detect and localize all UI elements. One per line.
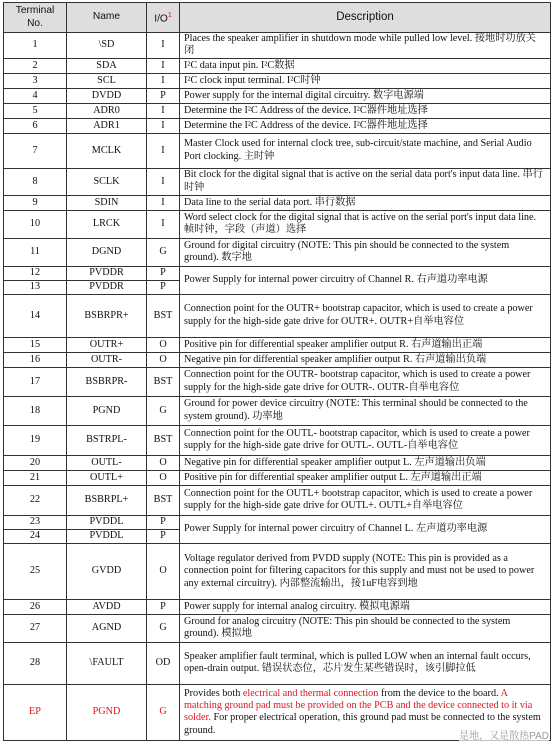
pin-io: O	[147, 337, 180, 352]
desc-highlight: A matching ground pad must be provided on the PCB and the device connected to it via solder.	[184, 687, 533, 724]
watermark-text: 是地，又是散热PAD	[459, 727, 549, 742]
pin-description: Determine the I²C Address of the device. I²C器件地址选择	[180, 118, 551, 133]
pin-rows	[4, 33, 551, 741]
pin-io: P	[147, 280, 180, 294]
pin-terminal-no: 9	[4, 195, 67, 210]
desc-part: Provides both	[184, 687, 243, 699]
header-description: Description	[180, 3, 551, 33]
pin-io: P	[147, 529, 180, 543]
pin-terminal-no: 26	[4, 599, 67, 614]
pin-name: OUTL-	[67, 455, 147, 470]
pin-description: Voltage regulator derived from PVDD supply (NOTE: This pin is provided as a connection point for filtering capacitors for this supply and must not be used to power any external circuitry). 内部整流输出，接1uF电容到地	[180, 543, 551, 599]
pin-description: Places the speaker amplifier in shutdown mode while pulled low level. 接地时功放关闭	[180, 33, 551, 59]
table-row	[4, 396, 551, 425]
pin-io: P	[147, 515, 180, 529]
table-row	[4, 455, 551, 470]
pin-terminal-no: 24	[4, 529, 67, 543]
header-io-label: I/O	[154, 12, 168, 24]
pin-terminal-no: 16	[4, 352, 67, 367]
pin-name: BSBRPR-	[67, 367, 147, 396]
pin-io: P	[147, 266, 180, 280]
desc-part: For proper electrical operation, this ground pad must be connected to the system ground.	[184, 712, 541, 736]
table-row	[4, 543, 551, 599]
table-row	[4, 168, 551, 195]
pin-description: Negative pin for differential speaker amplifier output R. 右声道输出负端	[180, 352, 551, 367]
pin-io: BST	[147, 294, 180, 337]
table-row	[4, 266, 551, 280]
pin-io: BST	[147, 367, 180, 396]
pin-terminal-no: 25	[4, 543, 67, 599]
table-row	[4, 88, 551, 103]
pin-terminal-no: 7	[4, 133, 67, 168]
table-header-row	[4, 3, 551, 33]
table-row	[4, 642, 551, 684]
pin-io: I	[147, 168, 180, 195]
pin-name: BSTRPL-	[67, 425, 147, 455]
pin-terminal-no: 6	[4, 118, 67, 133]
header-terminal-no: Terminal No.	[4, 3, 67, 33]
pin-name: BSBRPR+	[67, 294, 147, 337]
pin-description: Positive pin for differential speaker amplifier output L. 左声道输出正端	[180, 470, 551, 485]
pin-terminal-no: 27	[4, 614, 67, 642]
pin-io: I	[147, 33, 180, 59]
pin-description: Master Clock used for internal clock tree, sub-circuit/state machine, and Serial Audio Port clocking. 主时钟	[180, 133, 551, 168]
pin-io: G	[147, 396, 180, 425]
pin-io: O	[147, 352, 180, 367]
pin-name: BSBRPL+	[67, 485, 147, 515]
table-row	[4, 515, 551, 529]
pin-io: BST	[147, 425, 180, 455]
pin-name: AVDD	[67, 599, 147, 614]
pin-name: SDA	[67, 58, 147, 73]
pin-name: PGND	[67, 396, 147, 425]
table-row	[4, 133, 551, 168]
pin-description: Speaker amplifier fault terminal, which is pulled LOW when an internal fault occurs, open-drain output. 错误状态位，芯片发生某些错误时，该引脚拉低	[180, 642, 551, 684]
table-row	[4, 599, 551, 614]
pin-terminal-no: 3	[4, 73, 67, 88]
header-name: Name	[67, 3, 147, 33]
pin-terminal-no: 2	[4, 58, 67, 73]
pin-name: SCL	[67, 73, 147, 88]
header-io	[147, 3, 180, 33]
pin-name: \SD	[67, 33, 147, 59]
pin-io: P	[147, 599, 180, 614]
pin-terminal-no: 20	[4, 455, 67, 470]
pin-io: I	[147, 195, 180, 210]
pin-name: LRCK	[67, 210, 147, 238]
pin-name: OUTR+	[67, 337, 147, 352]
pin-description: Word select clock for the digital signal that is active on the serial port's input data line. 帧时钟，字段（声道）选择	[180, 210, 551, 238]
pin-name: \FAULT	[67, 642, 147, 684]
pin-name: PGND	[67, 684, 147, 740]
pin-description-table	[3, 2, 551, 741]
table-row	[4, 33, 551, 59]
pin-terminal-no: 1	[4, 33, 67, 59]
table-row	[4, 73, 551, 88]
pin-name: OUTR-	[67, 352, 147, 367]
pin-terminal-no: 23	[4, 515, 67, 529]
pin-io: I	[147, 103, 180, 118]
pin-description: Ground for digital circuitry (NOTE: This pin should be connected to the system ground). 数字地	[180, 238, 551, 266]
pin-description: Bit clock for the digital signal that is active on the serial data port's input data line. 串行时钟	[180, 168, 551, 195]
pin-io: I	[147, 58, 180, 73]
pin-terminal-no: EP	[4, 684, 67, 740]
pin-terminal-no: 8	[4, 168, 67, 195]
pin-name: PVDDL	[67, 529, 147, 543]
pin-io: OD	[147, 642, 180, 684]
pin-name: SCLK	[67, 168, 147, 195]
pin-name: PVDDR	[67, 266, 147, 280]
pin-name: ADR0	[67, 103, 147, 118]
pin-terminal-no: 17	[4, 367, 67, 396]
pin-io: G	[147, 614, 180, 642]
pin-name: MCLK	[67, 133, 147, 168]
table-row	[4, 337, 551, 352]
desc-part: from the device to the board.	[378, 687, 501, 699]
table-row	[4, 425, 551, 455]
pin-terminal-no: 10	[4, 210, 67, 238]
table-row	[4, 103, 551, 118]
pin-io: BST	[147, 485, 180, 515]
pin-io: O	[147, 543, 180, 599]
pin-terminal-no: 18	[4, 396, 67, 425]
pin-name: PVDDL	[67, 515, 147, 529]
header-io-footnote: 1	[167, 11, 172, 19]
pin-terminal-no: 4	[4, 88, 67, 103]
pin-terminal-no: 12	[4, 266, 67, 280]
pin-io: O	[147, 470, 180, 485]
pin-description: Connection point for the OUTR+ bootstrap capacitor, which is used to create a power supply for the high-side gate drive for OUTR+. OUTR+自举电容位	[180, 294, 551, 337]
table-row	[4, 238, 551, 266]
pin-terminal-no: 21	[4, 470, 67, 485]
pin-io: I	[147, 133, 180, 168]
pin-terminal-no: 19	[4, 425, 67, 455]
pin-io: G	[147, 238, 180, 266]
pin-description: Positive pin for differential speaker amplifier output R. 右声道输出正端	[180, 337, 551, 352]
pin-io: O	[147, 455, 180, 470]
pin-name: SDIN	[67, 195, 147, 210]
table-row	[4, 210, 551, 238]
pin-terminal-no: 13	[4, 280, 67, 294]
pin-terminal-no: 28	[4, 642, 67, 684]
pin-terminal-no: 11	[4, 238, 67, 266]
pin-description: Determine the I²C Address of the device. I²C器件地址选择	[180, 103, 551, 118]
pin-io: I	[147, 118, 180, 133]
pin-description: Data line to the serial data port. 串行数据	[180, 195, 551, 210]
pin-terminal-no: 14	[4, 294, 67, 337]
table-row	[4, 352, 551, 367]
pin-description: Ground for analog circuitry (NOTE: This pin should be connected to the system ground). 模拟地	[180, 614, 551, 642]
pin-name: ADR1	[67, 118, 147, 133]
pin-description: Power supply for internal analog circuitry. 模拟电源端	[180, 599, 551, 614]
pin-name: DGND	[67, 238, 147, 266]
table-row	[4, 58, 551, 73]
table-row	[4, 294, 551, 337]
pin-io: I	[147, 210, 180, 238]
table-row	[4, 614, 551, 642]
pin-description: Negative pin for differential speaker amplifier output L. 左声道输出负端	[180, 455, 551, 470]
pin-description: Connection point for the OUTL- bootstrap capacitor, which is used to create a power supply for the high-side gate drive for OUTL-. OUTL-自举电容位	[180, 425, 551, 455]
pin-name: PVDDR	[67, 280, 147, 294]
pin-name: DVDD	[67, 88, 147, 103]
pin-description: Ground for power device circuitry (NOTE: This terminal should be connected to the system ground). 功率地	[180, 396, 551, 425]
pin-description: Power Supply for internal power circuitry of Channel L. 左声道功率电源	[180, 515, 551, 543]
pin-io: I	[147, 73, 180, 88]
pin-name: OUTL+	[67, 470, 147, 485]
pin-description: I²C data input pin. I²C数据	[180, 58, 551, 73]
pin-terminal-no: 5	[4, 103, 67, 118]
pin-name: GVDD	[67, 543, 147, 599]
table-row	[4, 367, 551, 396]
pin-description: Connection point for the OUTL+ bootstrap capacitor, which is used to create a power supply for the high-side gate drive for OUTL+. OUTL+自举电容位	[180, 485, 551, 515]
pin-io: P	[147, 88, 180, 103]
pin-description: Power supply for the internal digital circuitry. 数字电源端	[180, 88, 551, 103]
pin-terminal-no: 15	[4, 337, 67, 352]
pin-terminal-no: 22	[4, 485, 67, 515]
desc-highlight: electrical and thermal connection	[242, 687, 379, 699]
table-row	[4, 195, 551, 210]
table-row	[4, 470, 551, 485]
pin-description: Power Supply for internal power circuitry of Channel R. 右声道功率电源	[180, 266, 551, 294]
pin-name: AGND	[67, 614, 147, 642]
table-row	[4, 485, 551, 515]
table-row	[4, 118, 551, 133]
pin-description: I²C clock input terminal. I²C时钟	[180, 73, 551, 88]
pin-description: Connection point for the OUTR- bootstrap capacitor, which is used to create a power supply for the high-side gate drive for OUTR-. OUTR-自举电容位	[180, 367, 551, 396]
pin-io: G	[147, 684, 180, 740]
